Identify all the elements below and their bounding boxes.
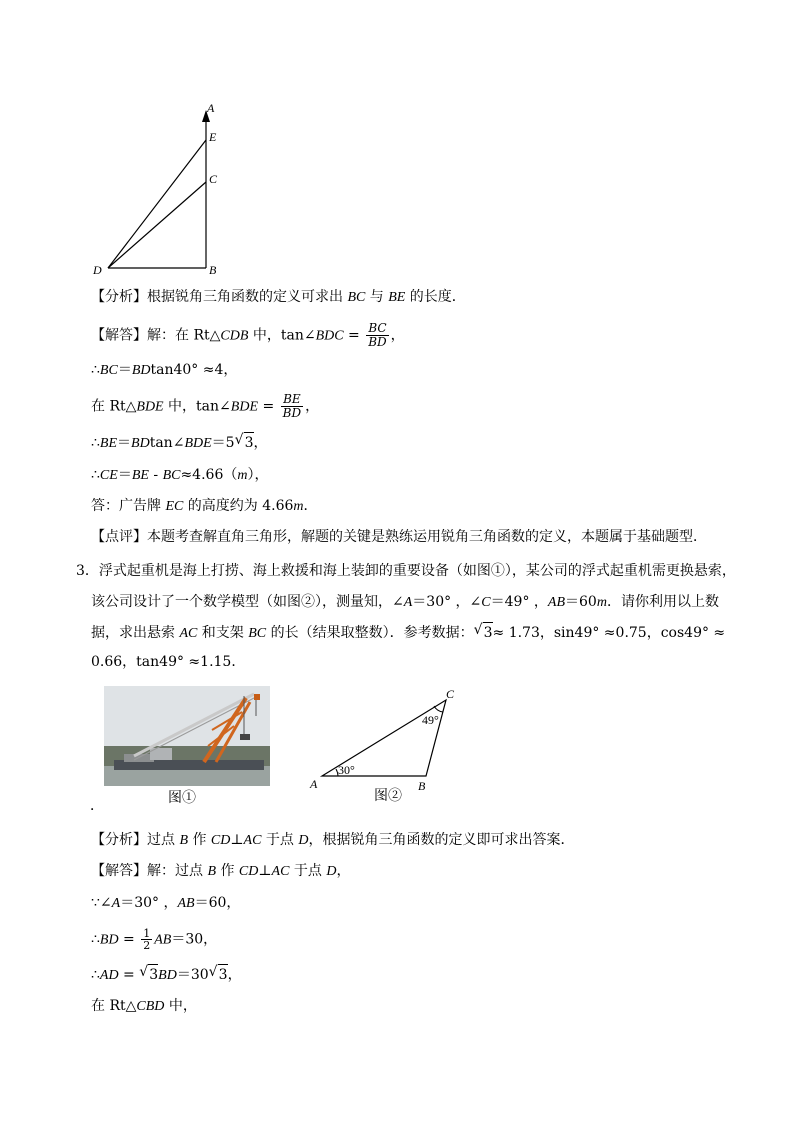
analysis-line-3: 【分析】过点 B 作 CD⊥AC 于点 D，根据锐角三角函数的定义即可求出答案．: [91, 832, 575, 848]
label-b: B: [209, 263, 217, 277]
comment-line: 【点评】本题考查解直角三角形，解题的关键是熟练运用锐角三角函数的定义，本题属于基础题型．: [91, 529, 707, 545]
answer3-line-5: 在 Rt△CBD 中，: [91, 998, 197, 1014]
fraction-bc-bd: $\frac{BC}{BD}$: [368, 321, 387, 349]
segment-dc: [108, 182, 206, 268]
crane-photo: [104, 686, 270, 786]
answer3-line-2: ∵∠A＝30° ，AB＝60，: [91, 895, 241, 911]
label-c: C: [446, 687, 455, 701]
problem-3-line-3: 据，求出悬索 AC 和支架 BC 的长（结果取整数）．参考数据：√ 3≈ 1.73，sin49° ≈0.75，cos49° ≈: [91, 622, 725, 644]
angle-a-label: 30°: [338, 763, 355, 777]
label-b: B: [418, 779, 426, 793]
answer-line-3: 在 Rt△BDE 中，tan∠BDE = $\frac{BE}{BD}$ ，: [91, 392, 320, 420]
segment-de: [108, 140, 206, 268]
answer3-line-4: ∴AD = √ 3BD＝30√ 3，: [91, 964, 242, 986]
fig2-caption: 图②: [374, 788, 402, 804]
answer-line-6: 答：广告牌 EC 的高度约为 4.66m．: [91, 498, 318, 514]
answer-line-1: 【解答】解：在 Rt△CDB 中，tan∠BDC = $\frac{BC}{BD}$ ，: [91, 321, 405, 349]
label-e: E: [209, 130, 217, 144]
label-a: A: [207, 101, 215, 115]
label-d: D: [93, 263, 102, 277]
triangle-figure-adb: [88, 98, 228, 280]
answer3-line-3: ∴BD = $\frac{1}{2}$ AB＝30，: [91, 927, 218, 952]
fig1-caption: 图①: [168, 790, 196, 806]
label-a: A: [310, 777, 318, 791]
sqrt-3: √ 3: [483, 622, 493, 643]
answer-line-4: ∴BE＝BDtan∠BDE＝5√ 3，: [91, 432, 268, 454]
answer-line-5: ∴CE＝BE - BC≈4.66（m），: [91, 467, 269, 483]
problem-number: 3．: [76, 563, 99, 579]
problem-3-line-1: 3．浮式起重机是海上打捞、海上救援和海上装卸的重要设备（如图①），某公司的浮式起重机需更换悬索，: [76, 563, 736, 579]
sqrt-3: √ 3: [244, 432, 254, 453]
label-c: C: [209, 172, 218, 186]
analysis-line: 【分析】根据锐角三角函数的定义可求出 BC 与 BE 的长度．: [91, 289, 466, 305]
answer3-line-1: 【解答】解：过点 B 作 CD⊥AC 于点 D，: [91, 863, 351, 879]
sqrt-3: √ 3: [218, 964, 228, 985]
fraction-be-bd: $\frac{BE}{BD}$: [282, 392, 302, 420]
problem-3-line-2: 该公司设计了一个数学模型（如图②），测量知，∠A＝30° ，∠C＝49° ，AB＝60m．请你利用以上数: [91, 594, 719, 610]
problem-3-line-4: 0.66，tan49° ≈1.15．: [91, 654, 246, 670]
trailing-dot: ．: [90, 798, 104, 814]
sqrt-3: √ 3: [148, 964, 158, 985]
fraction-one-half: $\frac{1}{2}$: [143, 927, 151, 952]
answer-line-2: ∴BC＝BDtan40° ≈4，: [91, 362, 238, 378]
angle-c-label: 49°: [422, 713, 439, 727]
